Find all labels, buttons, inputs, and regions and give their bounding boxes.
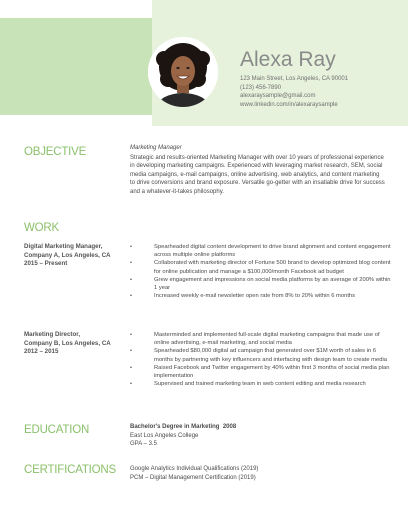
list-item: • Grew engagement and impressions on social media platforms by an average of 200% within 1 year xyxy=(130,276,392,292)
section-title-education: EDUCATION xyxy=(24,424,90,436)
gpa: GPA – 3.5 xyxy=(130,441,157,447)
linkedin-url: www.linkedin.com/in/alexaraysample xyxy=(240,102,338,109)
section-title-work: WORK xyxy=(24,222,59,234)
job-company: Company B, Los Angeles, CA xyxy=(24,339,111,347)
phone: (123) 456-7890 xyxy=(240,84,282,91)
job-position: Digital Marketing Manager, xyxy=(24,243,103,250)
list-item: Google Analytics Individual Qualifications (2019) xyxy=(130,466,259,472)
section-title-certifications: CERTIFICATIONS xyxy=(24,464,116,476)
school: East Los Angeles College xyxy=(130,432,199,439)
job-company: Company A, Los Angeles, CA xyxy=(24,251,111,259)
job-bullets-2 xyxy=(130,331,392,388)
graduation-year: 2008 xyxy=(222,424,237,430)
job-dates: 2015 – Present xyxy=(24,260,68,267)
objective-role: Marketing Manager xyxy=(130,145,182,151)
list-item: • Masterminded and implemented full-scale digital marketing campaigns that made use of online advertising, e-mail marketing, and social media xyxy=(130,331,392,347)
certifications-section xyxy=(130,465,258,482)
degree: Bachelor's Degree in Marketing xyxy=(130,424,220,430)
email: alexaraysample@gmail.com xyxy=(240,93,316,100)
job-dates: 2012 – 2015 xyxy=(24,348,59,355)
contact-info xyxy=(240,75,348,110)
list-item: • Spearheaded digital content development to drive brand alignment and content engagement across multiple online platforms xyxy=(130,243,392,259)
list-item: • Raised Facebook and Twitter engagement by 40% within first 3 months of social media plan implementation xyxy=(130,364,392,380)
list-item: • Supervised and trained marketing team in web content editing and media research xyxy=(130,380,392,388)
education-section xyxy=(130,423,236,449)
job-title-2 xyxy=(24,331,124,357)
list-item: PCM – Digital Management Certification (2019) xyxy=(130,474,256,481)
list-item: • Collaborated with marketing director of Fortune 500 brand to develop optimized blog content for online publication and manage a $100,000/month Facebook ad budget xyxy=(130,259,392,275)
avatar xyxy=(148,37,218,107)
candidate-name: Alexa Ray xyxy=(240,48,336,71)
list-item: • Increased weekly e-mail newsletter open rate from 8% to 20% within 6 months xyxy=(130,292,392,300)
job-bullets-1 xyxy=(130,243,392,300)
objective-section xyxy=(130,144,386,196)
section-title-objective: OBJECTIVE xyxy=(24,146,87,158)
job-title-1 xyxy=(24,243,124,269)
address: 123 Main Street, Los Angeles, CA 90001 xyxy=(240,76,349,82)
header-accent-block xyxy=(0,18,152,115)
job-position: Marketing Director, xyxy=(24,331,81,338)
objective-text: Strategic and results-oriented Marketing Manager with over 10 years of professional experience in developing marketing campaigns. Experienced with leveraging market research, SEM, social media campaigns, e-mail campaigns, online advertising, web analytics, and content marketing to drive conversions and brand exposure. Versatile go-getter with an insatiable drive for success and a whatever-it-takes philosophy. xyxy=(130,154,385,195)
list-item: • Spearheaded $80,000 digital ad campaign that generated over $1M worth of sales in 6 months by partnering with key influencers and interfacing with design team to create media xyxy=(130,347,392,363)
